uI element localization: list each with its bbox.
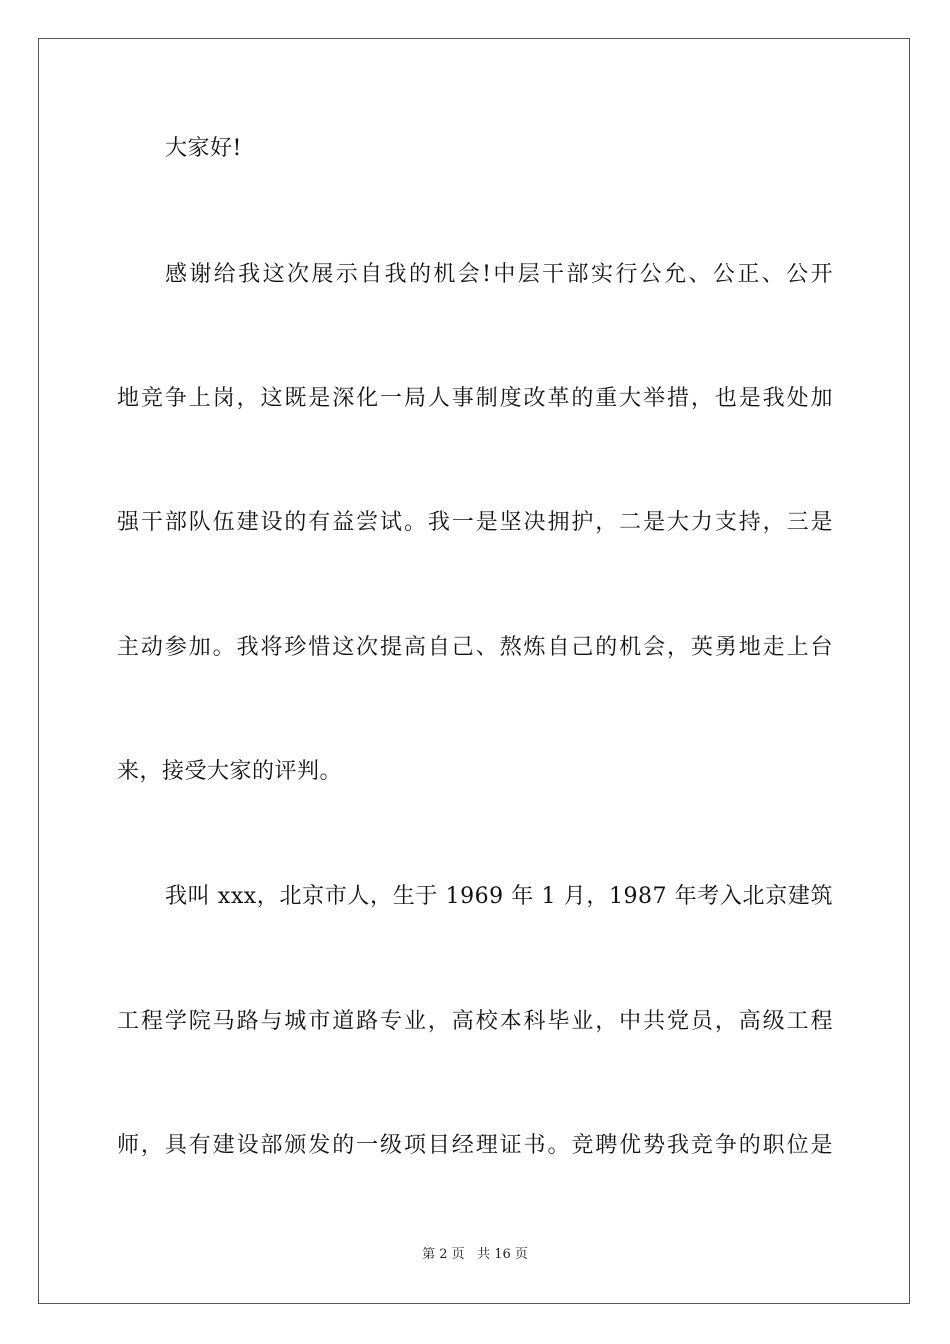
text-line: 地竞争上岗，这既是深化一局人事制度改革的重大举措，也是我处加 bbox=[117, 386, 833, 411]
page-total: 共 16 页 bbox=[477, 1247, 528, 1262]
text-line: 师，具有建设部颁发的一级项目经理证书。竞聘优势我竞争的职位是 bbox=[117, 1133, 833, 1158]
text-line: 来，接受大家的评判。 bbox=[117, 759, 343, 784]
text-line: 主动参加。我将珍惜这次提高自己、熬炼自己的机会，英勇地走上台 bbox=[117, 635, 833, 660]
text-line: 我叫 xxx，北京市人，生于 1969 年 1 月，1987 年考入北京建筑 bbox=[165, 884, 833, 909]
page-border bbox=[38, 38, 910, 1304]
text-line-greeting: 大家好! bbox=[165, 136, 242, 161]
text-line: 感谢给我这次展示自我的机会!中层干部实行公允、公正、公开 bbox=[165, 262, 833, 287]
text-line: 工程学院马路与城市道路专业，高校本科毕业，中共党员，高级工程 bbox=[117, 1009, 833, 1034]
text-line: 强干部队伍建设的有益尝试。我一是坚决拥护，二是大力支持，三是 bbox=[117, 510, 833, 535]
page-number: 第 2 页 bbox=[422, 1247, 465, 1262]
page-footer bbox=[0, 1246, 950, 1264]
